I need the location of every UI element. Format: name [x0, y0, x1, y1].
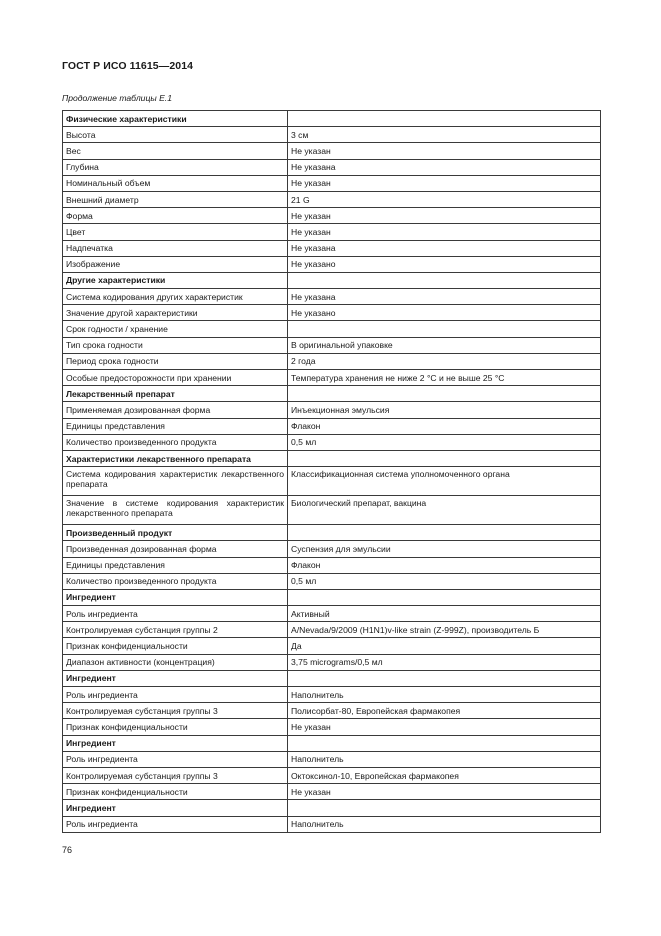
- characteristic-value: Октоксинол-10, Европейская фармакопея: [288, 767, 601, 783]
- characteristic-value: [288, 525, 601, 541]
- characteristic-name: Применяемая дозированная форма: [63, 402, 288, 418]
- table-row: [63, 256, 601, 272]
- section-title: Ингредиент: [63, 670, 288, 686]
- characteristic-value: [288, 111, 601, 127]
- table-row: [63, 467, 601, 496]
- table-row: [63, 557, 601, 573]
- section-title: Ингредиент: [63, 735, 288, 751]
- characteristic-name: Признак конфиденциальности: [63, 784, 288, 800]
- characteristic-name: Система кодирования характеристик лекарственного препарата: [63, 467, 288, 496]
- characteristic-value: Не указан: [288, 719, 601, 735]
- table-row: [63, 224, 601, 240]
- characteristic-value: Полисорбат-80, Европейская фармакопея: [288, 703, 601, 719]
- section-header-row: [63, 111, 601, 127]
- characteristic-value: [288, 670, 601, 686]
- characteristic-value: Классификационная система уполномоченного органа: [288, 467, 601, 496]
- characteristic-value: Флакон: [288, 418, 601, 434]
- characteristic-name: Признак конфиденциальности: [63, 719, 288, 735]
- characteristic-name: Внешний диаметр: [63, 191, 288, 207]
- characteristic-name: Контролируемая субстанция группы 3: [63, 703, 288, 719]
- section-header-row: [63, 525, 601, 541]
- table-row: [63, 175, 601, 191]
- characteristic-value: [288, 450, 601, 466]
- section-header-row: [63, 450, 601, 466]
- characteristic-value: Инъекционная эмульсия: [288, 402, 601, 418]
- characteristic-value: Да: [288, 638, 601, 654]
- section-header-row: [63, 386, 601, 402]
- characteristic-value: В оригинальной упаковке: [288, 337, 601, 353]
- table-row: [63, 541, 601, 557]
- characteristic-value: Не указано: [288, 305, 601, 321]
- section-title: Физические характеристики: [63, 111, 288, 127]
- characteristic-value: [288, 735, 601, 751]
- section-title: Другие характеристики: [63, 272, 288, 288]
- characteristic-name: Вес: [63, 143, 288, 159]
- characteristics-table: [62, 110, 601, 833]
- characteristic-value: Не указана: [288, 240, 601, 256]
- characteristic-name: Признак конфиденциальности: [63, 638, 288, 654]
- characteristic-value: Флакон: [288, 557, 601, 573]
- characteristic-value: Не указано: [288, 256, 601, 272]
- table-row: [63, 654, 601, 670]
- section-title: Характеристики лекарственного препарата: [63, 450, 288, 466]
- table-row: [63, 703, 601, 719]
- characteristic-name: Период срока годности: [63, 353, 288, 369]
- characteristic-value: Не указан: [288, 143, 601, 159]
- characteristic-name: Контролируемая субстанция группы 3: [63, 767, 288, 783]
- characteristic-name: Цвет: [63, 224, 288, 240]
- characteristic-value: Биологический препарат, вакцина: [288, 496, 601, 525]
- characteristic-value: [288, 272, 601, 288]
- table-row: [63, 240, 601, 256]
- characteristic-value: [288, 589, 601, 605]
- table-row: [63, 751, 601, 767]
- table-row: [63, 191, 601, 207]
- table-row: [63, 127, 601, 143]
- characteristic-name: Изображение: [63, 256, 288, 272]
- characteristic-name: Высота: [63, 127, 288, 143]
- characteristic-name: Срок годности / хранение: [63, 321, 288, 337]
- characteristic-value: [288, 800, 601, 816]
- document-header: ГОСТ Р ИСО 11615—2014: [62, 60, 194, 72]
- table-row: [63, 305, 601, 321]
- characteristic-name: Роль ингредиента: [63, 687, 288, 703]
- characteristic-name: Контролируемая субстанция группы 2: [63, 622, 288, 638]
- characteristic-name: Количество произведенного продукта: [63, 434, 288, 450]
- characteristic-value: Активный: [288, 606, 601, 622]
- table-row: [63, 159, 601, 175]
- table-row: [63, 370, 601, 386]
- table-row: [63, 638, 601, 654]
- section-header-row: [63, 800, 601, 816]
- characteristic-value: [288, 386, 601, 402]
- section-title: Ингредиент: [63, 589, 288, 605]
- characteristic-name: Значение в системе кодирования характеристик лекарственного препарата: [63, 496, 288, 525]
- section-header-row: [63, 272, 601, 288]
- table-row: [63, 434, 601, 450]
- characteristic-name: Особые предосторожности при хранении: [63, 370, 288, 386]
- table-row: [63, 337, 601, 353]
- characteristic-value: Не указан: [288, 208, 601, 224]
- table-row: [63, 496, 601, 525]
- characteristic-name: Роль ингредиента: [63, 751, 288, 767]
- table-row: [63, 622, 601, 638]
- table-row: [63, 687, 601, 703]
- characteristic-name: Единицы представления: [63, 418, 288, 434]
- characteristic-value: 2 года: [288, 353, 601, 369]
- characteristic-value: [288, 321, 601, 337]
- characteristic-value: 0,5 мл: [288, 434, 601, 450]
- characteristic-name: Форма: [63, 208, 288, 224]
- section-title: Произведенный продукт: [63, 525, 288, 541]
- characteristic-name: Надпечатка: [63, 240, 288, 256]
- characteristic-value: 0,5 мл: [288, 573, 601, 589]
- characteristic-name: Количество произведенного продукта: [63, 573, 288, 589]
- characteristic-name: Диапазон активности (концентрация): [63, 654, 288, 670]
- table-row: [63, 606, 601, 622]
- table-row: [63, 418, 601, 434]
- table-caption: Продолжение таблицы Е.1: [62, 93, 172, 103]
- table-row: [63, 719, 601, 735]
- characteristic-name: Номинальный объем: [63, 175, 288, 191]
- table-row: [63, 784, 601, 800]
- characteristic-name: Глубина: [63, 159, 288, 175]
- characteristic-name: Роль ингредиента: [63, 816, 288, 832]
- characteristic-value: Суспензия для эмульсии: [288, 541, 601, 557]
- characteristic-name: Единицы представления: [63, 557, 288, 573]
- table-row: [63, 402, 601, 418]
- characteristic-name: Тип срока годности: [63, 337, 288, 353]
- characteristic-value: 3 см: [288, 127, 601, 143]
- table-row: [63, 143, 601, 159]
- table-row: [63, 816, 601, 832]
- characteristic-value: Не указан: [288, 784, 601, 800]
- section-title: Лекарственный препарат: [63, 386, 288, 402]
- characteristic-value: A/Nevada/9/2009 (H1N1)v-like strain (Z-999Z), производитель Б: [288, 622, 601, 638]
- table-row: [63, 208, 601, 224]
- characteristic-name: Роль ингредиента: [63, 606, 288, 622]
- characteristic-value: 3,75 micrograms/0,5 мл: [288, 654, 601, 670]
- characteristic-name: Система кодирования других характеристик: [63, 289, 288, 305]
- characteristic-value: Наполнитель: [288, 751, 601, 767]
- section-header-row: [63, 670, 601, 686]
- table-row: [63, 353, 601, 369]
- characteristic-value: Не указана: [288, 159, 601, 175]
- table-row: [63, 289, 601, 305]
- table-body: [63, 111, 601, 833]
- section-header-row: [63, 735, 601, 751]
- table-row: [63, 573, 601, 589]
- characteristic-value: Наполнитель: [288, 816, 601, 832]
- characteristic-value: Не указан: [288, 175, 601, 191]
- page-number: 76: [62, 845, 73, 855]
- characteristic-value: Не указан: [288, 224, 601, 240]
- characteristic-value: Наполнитель: [288, 687, 601, 703]
- characteristic-value: Не указана: [288, 289, 601, 305]
- characteristic-value: 21 G: [288, 191, 601, 207]
- characteristic-name: Произведенная дозированная форма: [63, 541, 288, 557]
- characteristic-value: Температура хранения не ниже 2 °С и не выше 25 °С: [288, 370, 601, 386]
- table-row: [63, 767, 601, 783]
- characteristic-name: Значение другой характеристики: [63, 305, 288, 321]
- table-row: [63, 321, 601, 337]
- section-title: Ингредиент: [63, 800, 288, 816]
- section-header-row: [63, 589, 601, 605]
